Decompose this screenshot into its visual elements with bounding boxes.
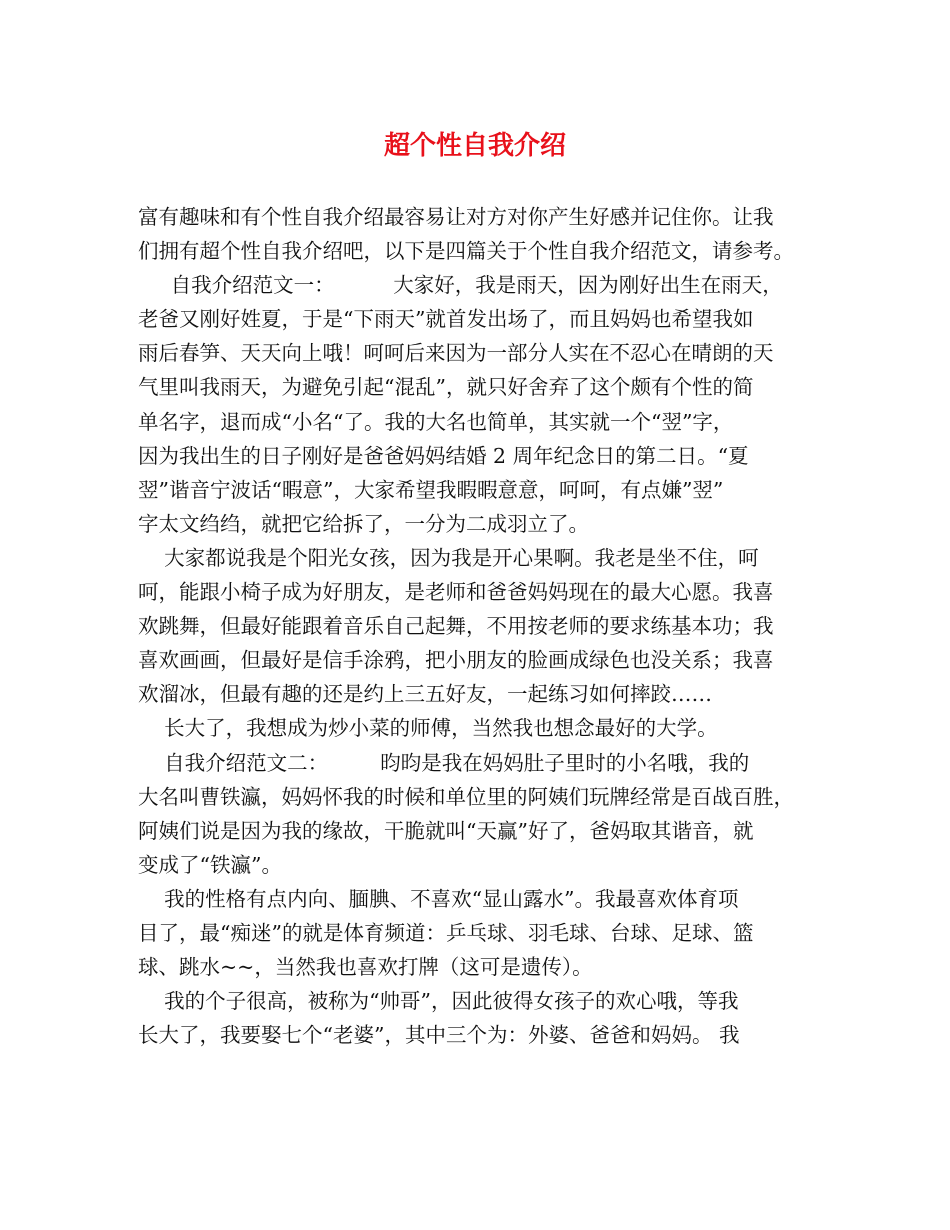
body-line: 大家都说我是个阳光女孩，因为我是开心果啊。我老是坐不住，呵 <box>138 545 759 570</box>
body-line: 字太文绉绉，就把它给拆了，一分为二成羽立了。 <box>138 511 589 536</box>
body-line: 变成了“铁瀛”。 <box>138 852 282 877</box>
body-line: 们拥有超个性自我介绍吧，以下是四篇关于个性自我介绍范文，请参考。 <box>138 239 794 264</box>
body-line: 富有趣味和有个性自我介绍最容易让对方对你产生好感并记住你。让我 <box>138 205 774 229</box>
body-line: 雨后春笋、天天向上哦！呵呵后来因为一部分人实在不忍心在晴朗的天 <box>138 341 774 366</box>
body-line: 自我介绍范文二： 昀昀是我在妈妈肚子里时的小名哦，我的 <box>138 750 750 775</box>
body-line: 单名字，退而成“小名“了。我的大名也简单，其实就一个“翌”字， <box>138 409 734 434</box>
body-line: 阿姨们说是因为我的缘故，干脆就叫“天赢”好了，爸妈取其谐音，就 <box>138 818 754 843</box>
body-line: 球、跳水~~，当然我也喜欢打牌（这可是遗传）。 <box>138 955 593 980</box>
body-line: 长大了，我想成为炒小菜的师傅，当然我也想念最好的大学。 <box>138 716 718 741</box>
body-line: 喜欢画画，但最好是信手涂鸦，把小朋友的脸画成绿色也没关系；我喜 <box>138 648 774 673</box>
body-line: 因为我出生的日子刚好是爸爸妈妈结婚 2 周年纪念日的第二日。“夏 <box>138 443 749 468</box>
body-line: 呵，能跟小椅子成为好朋友，是老师和爸爸妈妈现在的最大心愿。我喜 <box>138 580 774 605</box>
body-line: 长大了，我要娶七个“老婆”，其中三个为：外婆、爸爸和妈妈。 我 <box>138 1023 740 1048</box>
body-line: 欢溜冰，但最有趣的还是约上三五好友，一起练习如何摔跤…… <box>138 682 712 707</box>
body-line: 我的性格有点内向、腼腆、不喜欢“显山露水”。我最喜欢体育项 <box>138 886 739 911</box>
document-title: 超个性自我介绍 <box>383 131 566 161</box>
document-body <box>138 200 828 1052</box>
body-line: 目了，最“痴迷”的就是体育频道：乒乓球、羽毛球、台球、足球、篮 <box>138 920 754 945</box>
body-line: 大名叫曹铁瀛，妈妈怀我的时候和单位里的阿姨们玩牌经常是百战百胜， <box>138 784 794 809</box>
body-line: 气里叫我雨天，为避免引起“混乱”，就只好舍弃了这个颇有个性的简 <box>138 375 754 400</box>
body-line: 我的个子很高，被称为“帅哥”，因此彼得女孩子的欢心哦，等我 <box>138 989 739 1014</box>
body-line: 自我介绍范文一： 大家好，我是雨天，因为刚好出生在雨天， <box>138 273 783 298</box>
body-line: 欢跳舞，但最好能跟着音乐自己起舞，不用按老师的要求练基本功；我 <box>138 614 774 639</box>
body-line: 老爸又刚好姓夏，于是“下雨天”就首发出场了，而且妈妈也希望我如 <box>138 307 754 332</box>
body-line: 翌”谐音宁波话“暇意”，大家希望我暇暇意意，呵呵，有点嫌”翌” <box>138 477 724 502</box>
